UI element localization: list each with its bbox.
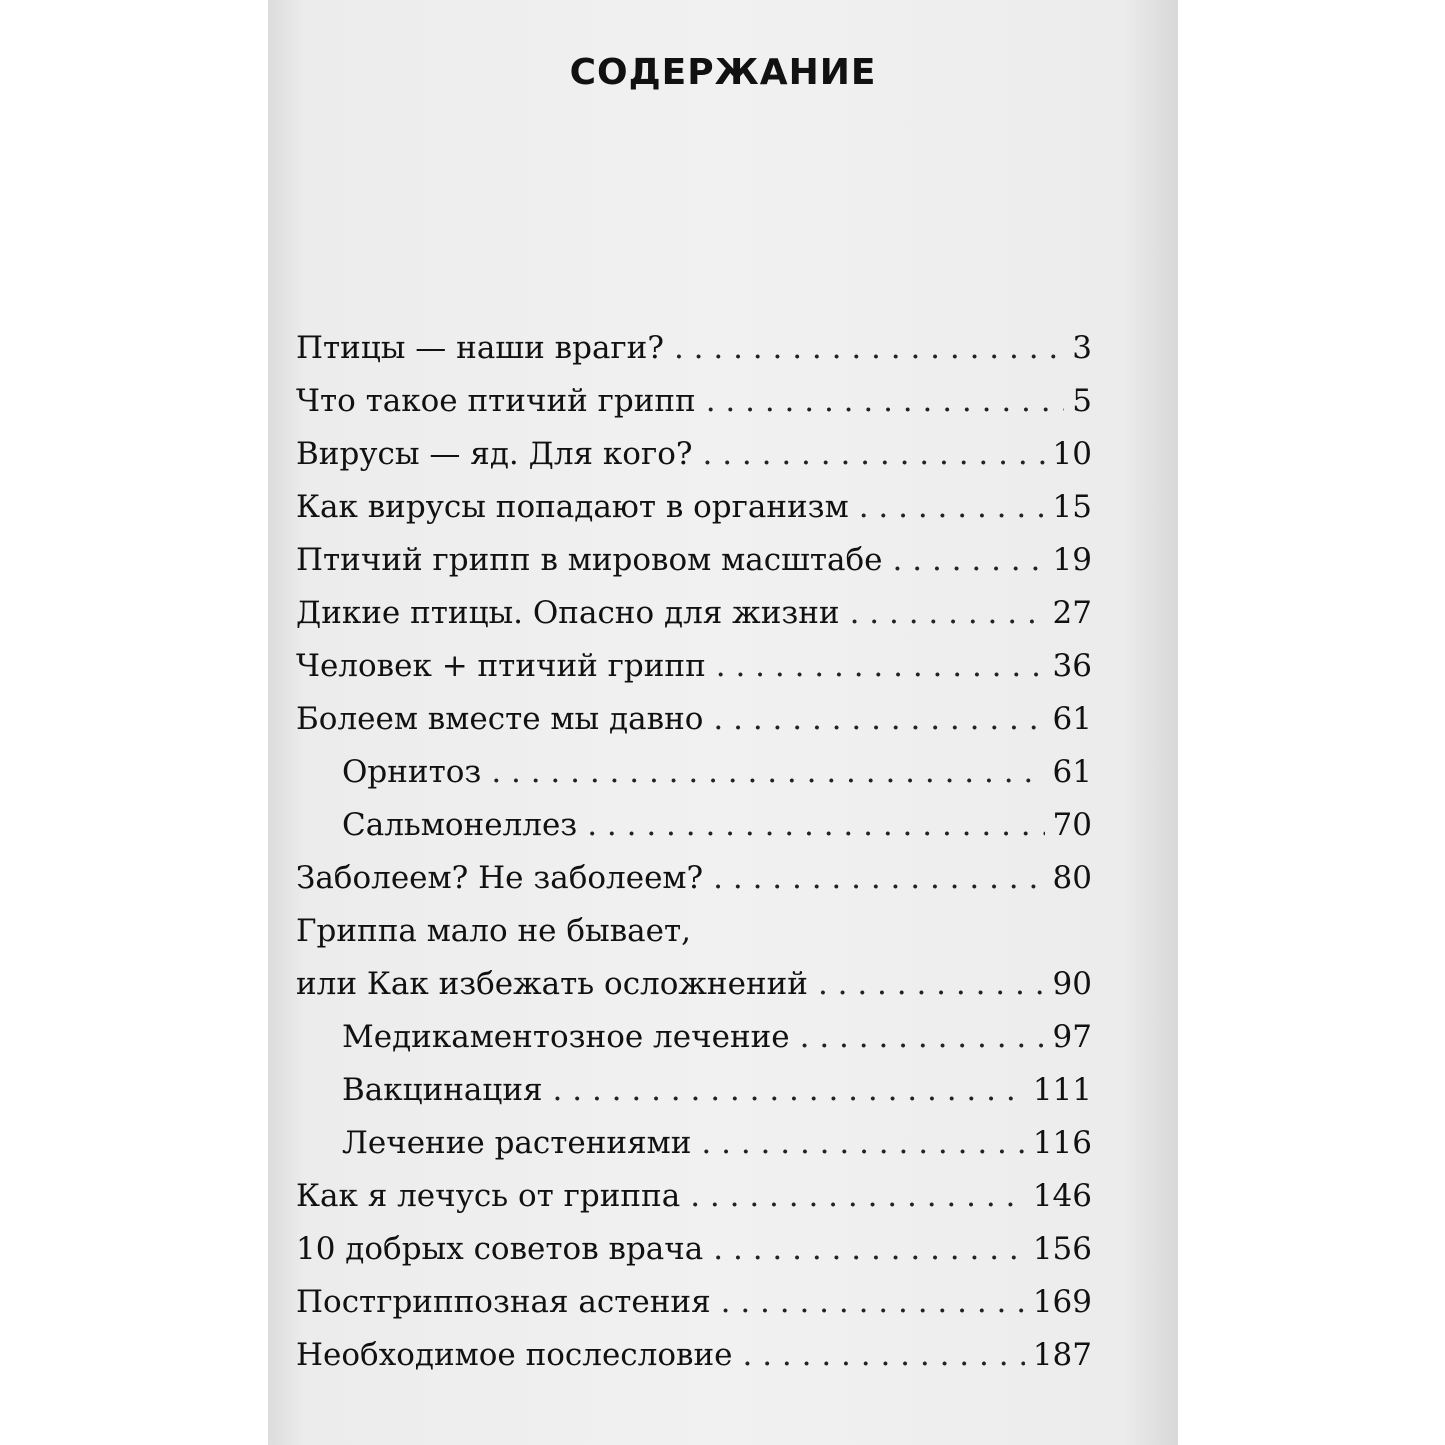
toc-entry-label: Как вирусы попадают в организм [296, 489, 849, 525]
toc-entry-page: 70 [1052, 807, 1092, 843]
leader-dots [674, 330, 1064, 366]
toc-entry-label: Постгриппозная астения [296, 1284, 711, 1320]
leader-dots [713, 1231, 1025, 1267]
leader-dots [690, 1178, 1025, 1214]
toc-entry-page: 61 [1052, 701, 1092, 737]
leader-dots [713, 860, 1044, 896]
leader-dots [818, 966, 1045, 1002]
toc-entry[interactable] [296, 542, 1092, 582]
toc-entry-label: Вирусы — яд. Для кого? [296, 436, 693, 472]
toc-entry-page: 15 [1052, 489, 1092, 525]
toc-entry-label: Как я лечусь от гриппа [296, 1178, 681, 1214]
toc-entry[interactable] [296, 648, 1092, 688]
toc-subentry[interactable] [296, 754, 1092, 794]
bleed-through-text [268, 95, 1178, 130]
leader-dots [859, 489, 1045, 525]
toc-entry-label: Дикие птицы. Опасно для жизни [296, 595, 840, 631]
toc-entry-label: Медикаментозное лечение [342, 1019, 790, 1055]
leader-dots [703, 436, 1045, 472]
leader-dots [850, 595, 1045, 631]
toc-entry-page: 3 [1072, 330, 1092, 366]
toc-entry[interactable] [296, 1284, 1092, 1324]
toc-subentry[interactable] [296, 1019, 1092, 1059]
toc-entry-page: 187 [1032, 1337, 1092, 1373]
toc-entry[interactable] [296, 436, 1092, 476]
toc-entry-page: 169 [1032, 1284, 1092, 1320]
toc-entry-page: 111 [1032, 1072, 1092, 1108]
toc-entry-page: 5 [1072, 383, 1092, 419]
toc-entry-page: 10 [1052, 436, 1092, 472]
toc-entry-label: Что такое птичий грипп [296, 383, 696, 419]
page-title: СОДЕРЖАНИЕ [569, 52, 877, 93]
toc-entry[interactable] [296, 1178, 1092, 1218]
toc-entry[interactable] [296, 701, 1092, 741]
toc-entry-page: 19 [1052, 542, 1092, 578]
bleed-through-heading [268, 195, 1178, 241]
toc-entry-page: 36 [1052, 648, 1092, 684]
toc-entry-page: 156 [1032, 1231, 1092, 1267]
book-page [268, 0, 1178, 1445]
toc-entry[interactable] [296, 330, 1092, 370]
toc-entry-label: Птичий грипп в мировом масштабе [296, 542, 883, 578]
toc-entry-page: 146 [1032, 1178, 1092, 1214]
leader-dots [893, 542, 1045, 578]
leader-dots [587, 807, 1044, 843]
toc-entry-page: 27 [1052, 595, 1092, 631]
toc-entry-label: Орнитоз [342, 754, 482, 790]
toc-entry-label: Человек + птичий грипп [296, 648, 706, 684]
toc-entry[interactable] [296, 1231, 1092, 1271]
toc-entry[interactable] [296, 1337, 1092, 1377]
toc-entry-page: 116 [1032, 1125, 1092, 1161]
toc-entry-label: Сальмонеллез [342, 807, 578, 843]
toc-entry-line-1[interactable] [296, 913, 1092, 953]
toc-entry-label: Заболеем? Не заболеем? [296, 860, 704, 896]
leader-dots [701, 1125, 1024, 1161]
toc-entry-line-2[interactable] [296, 966, 1092, 1006]
toc-entry-label: 10 добрых советов врача [296, 1231, 704, 1267]
toc-entry-label: Болеем вместе мы давно [296, 701, 704, 737]
toc-entry-label: Необходимое послесловие [296, 1337, 733, 1373]
toc-entry-label: Птицы — наши враги? [296, 330, 664, 366]
toc-subentry[interactable] [296, 1072, 1092, 1112]
toc-entry[interactable] [296, 860, 1092, 900]
leader-dots [553, 1072, 1025, 1108]
toc-entry-label: Вакцинация [342, 1072, 543, 1108]
leader-dots [800, 1019, 1045, 1055]
toc-entry[interactable] [296, 383, 1092, 423]
leader-dots [721, 1284, 1025, 1320]
toc-entry[interactable] [296, 595, 1092, 635]
toc-entry-page: 90 [1052, 966, 1092, 1002]
leader-dots [706, 383, 1065, 419]
toc-entry-label: Гриппа мало не бывает, [296, 913, 691, 949]
toc-entry-label: Лечение растениями [342, 1125, 692, 1161]
leader-dots [491, 754, 1044, 790]
toc-entry-page: 61 [1052, 754, 1092, 790]
leader-dots [716, 648, 1045, 684]
leader-dots [742, 1337, 1024, 1373]
toc-subentry[interactable] [296, 807, 1092, 847]
leader-dots [713, 701, 1044, 737]
toc-entry[interactable] [296, 489, 1092, 529]
toc-entry-page: 80 [1052, 860, 1092, 896]
toc-subentry[interactable] [296, 1125, 1092, 1165]
toc-entry-label: или Как избежать осложнений [296, 966, 808, 1002]
toc-entry-page: 97 [1052, 1019, 1092, 1055]
